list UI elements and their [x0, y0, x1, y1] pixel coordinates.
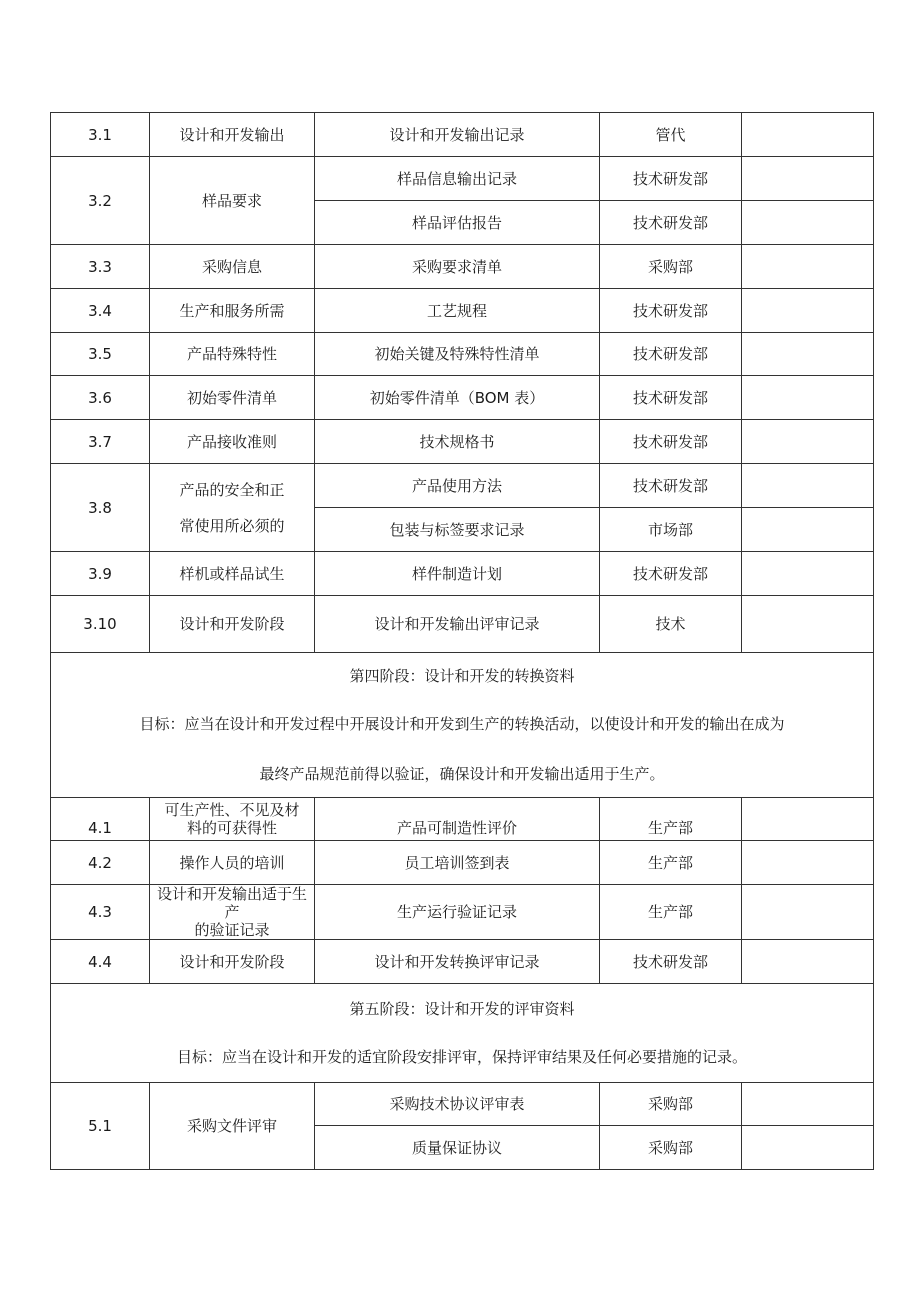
item-line: 的验证记录: [194, 921, 270, 939]
remark-cell: [742, 940, 874, 984]
remark-cell: [742, 798, 874, 841]
table-row: [51, 245, 874, 289]
dept-cell: 市场部: [600, 508, 742, 552]
remark-cell: [742, 464, 874, 508]
dept-cell: 技术研发部: [600, 333, 742, 376]
record-cell: 技术规格书: [315, 420, 600, 464]
table-row: [51, 289, 874, 333]
record-cell: 产品可制造性评价: [315, 798, 600, 841]
item-cell: 生产和服务所需: [150, 289, 315, 333]
stage-title: 第四阶段：设计和开发的转换资料: [349, 667, 575, 685]
item-cell: [150, 798, 315, 841]
item-cell: 产品特殊特性: [150, 333, 315, 376]
item-cell: [150, 464, 315, 552]
stage-header-row: [51, 653, 874, 798]
table-row: [51, 464, 874, 508]
row-number: 3.7: [51, 420, 150, 464]
dept-cell: 技术研发部: [600, 376, 742, 420]
record-cell: 质量保证协议: [315, 1126, 600, 1170]
remark-cell: [742, 376, 874, 420]
dept-cell: 技术研发部: [600, 289, 742, 333]
dept-cell: 技术研发部: [600, 420, 742, 464]
remark-cell: [742, 841, 874, 885]
remark-cell: [742, 1083, 874, 1126]
record-cell: 样品信息输出记录: [315, 157, 600, 201]
row-number: 3.5: [51, 333, 150, 376]
stage-header-row: [51, 984, 874, 1083]
row-number: 5.1: [51, 1083, 150, 1170]
remark-cell: [742, 201, 874, 245]
row-number: 3.6: [51, 376, 150, 420]
record-cell: 设计和开发输出评审记录: [315, 596, 600, 653]
table-row: [51, 157, 874, 201]
dept-cell: 生产部: [600, 841, 742, 885]
record-cell: 样件制造计划: [315, 552, 600, 596]
dept-cell: 技术研发部: [600, 157, 742, 201]
item-line: 产品的安全和正: [179, 480, 285, 499]
item-cell: 设计和开发阶段: [150, 940, 315, 984]
record-cell: 员工培训签到表: [315, 841, 600, 885]
remark-cell: [742, 508, 874, 552]
stage-4-block: [51, 653, 874, 798]
record-cell: 初始零件清单（BOM 表）: [315, 376, 600, 420]
table-row: [51, 798, 874, 841]
remark-cell: [742, 333, 874, 376]
item-cell: 操作人员的培训: [150, 841, 315, 885]
row-number: 3.1: [51, 113, 150, 157]
item-cell: 采购文件评审: [150, 1083, 315, 1170]
table-row: [51, 940, 874, 984]
table-row: [51, 552, 874, 596]
dept-cell: 管代: [600, 113, 742, 157]
item-cell: 样品要求: [150, 157, 315, 245]
record-cell: 工艺规程: [315, 289, 600, 333]
item-cell: 产品接收准则: [150, 420, 315, 464]
remark-cell: [742, 289, 874, 333]
record-cell: 设计和开发转换评审记录: [315, 940, 600, 984]
record-cell: 包装与标签要求记录: [315, 508, 600, 552]
record-table: [50, 112, 874, 1170]
record-cell: 采购技术协议评审表: [315, 1083, 600, 1126]
row-number: 3.8: [51, 464, 150, 552]
item-line: 设计和开发输出适于生产: [156, 885, 307, 921]
item-cell: [150, 885, 315, 940]
record-cell: 设计和开发输出记录: [315, 113, 600, 157]
dept-cell: 生产部: [600, 885, 742, 940]
record-cell: 样品评估报告: [315, 201, 600, 245]
dept-cell: 生产部: [600, 798, 742, 841]
row-number: 4.3: [51, 885, 150, 940]
table-row: [51, 1083, 874, 1126]
row-number: 3.4: [51, 289, 150, 333]
row-number: 4.2: [51, 841, 150, 885]
remark-cell: [742, 420, 874, 464]
remark-cell: [742, 157, 874, 201]
item-line: 可生产性、不见及材: [164, 801, 300, 819]
remark-cell: [742, 113, 874, 157]
table-row: [51, 596, 874, 653]
stage-5-block: [51, 984, 874, 1083]
dept-cell: 采购部: [600, 1083, 742, 1126]
remark-cell: [742, 1126, 874, 1170]
record-cell: 采购要求清单: [315, 245, 600, 289]
row-number: 4.1: [51, 798, 150, 841]
item-line: 常使用所必须的: [179, 516, 285, 535]
remark-cell: [742, 885, 874, 940]
dept-cell: 技术研发部: [600, 552, 742, 596]
row-number: 3.9: [51, 552, 150, 596]
stage-goal-line: 最终产品规范前得以验证，确保设计和开发输出适用于生产。: [259, 765, 665, 783]
dept-cell: 技术研发部: [600, 464, 742, 508]
row-number: 3.2: [51, 157, 150, 245]
row-number: 3.10: [51, 596, 150, 653]
table-row: [51, 420, 874, 464]
stage-goal-line: 目标：应当在设计和开发的适宜阶段安排评审，保持评审结果及任何必要措施的记录。: [176, 1048, 747, 1066]
record-cell: 初始关键及特殊特性清单: [315, 333, 600, 376]
table-row: [51, 376, 874, 420]
table-row: [51, 333, 874, 376]
dept-cell: 技术研发部: [600, 201, 742, 245]
record-cell: 生产运行验证记录: [315, 885, 600, 940]
item-line: 料的可获得性: [186, 819, 277, 837]
record-cell: 产品使用方法: [315, 464, 600, 508]
row-number: 3.3: [51, 245, 150, 289]
remark-cell: [742, 596, 874, 653]
stage-title: 第五阶段：设计和开发的评审资料: [349, 1000, 575, 1018]
remark-cell: [742, 552, 874, 596]
item-cell: 初始零件清单: [150, 376, 315, 420]
item-cell: 样机或样品试生: [150, 552, 315, 596]
table-row: [51, 113, 874, 157]
remark-cell: [742, 245, 874, 289]
dept-cell: 技术研发部: [600, 940, 742, 984]
table-row: [51, 841, 874, 885]
item-cell: 设计和开发输出: [150, 113, 315, 157]
item-cell: 设计和开发阶段: [150, 596, 315, 653]
row-number: 4.4: [51, 940, 150, 984]
dept-cell: 技术: [600, 596, 742, 653]
dept-cell: 采购部: [600, 1126, 742, 1170]
table-row: [51, 885, 874, 940]
item-cell: 采购信息: [150, 245, 315, 289]
dept-cell: 采购部: [600, 245, 742, 289]
stage-goal-line: 目标：应当在设计和开发过程中开展设计和开发到生产的转换活动，以使设计和开发的输出在成为: [139, 715, 785, 733]
